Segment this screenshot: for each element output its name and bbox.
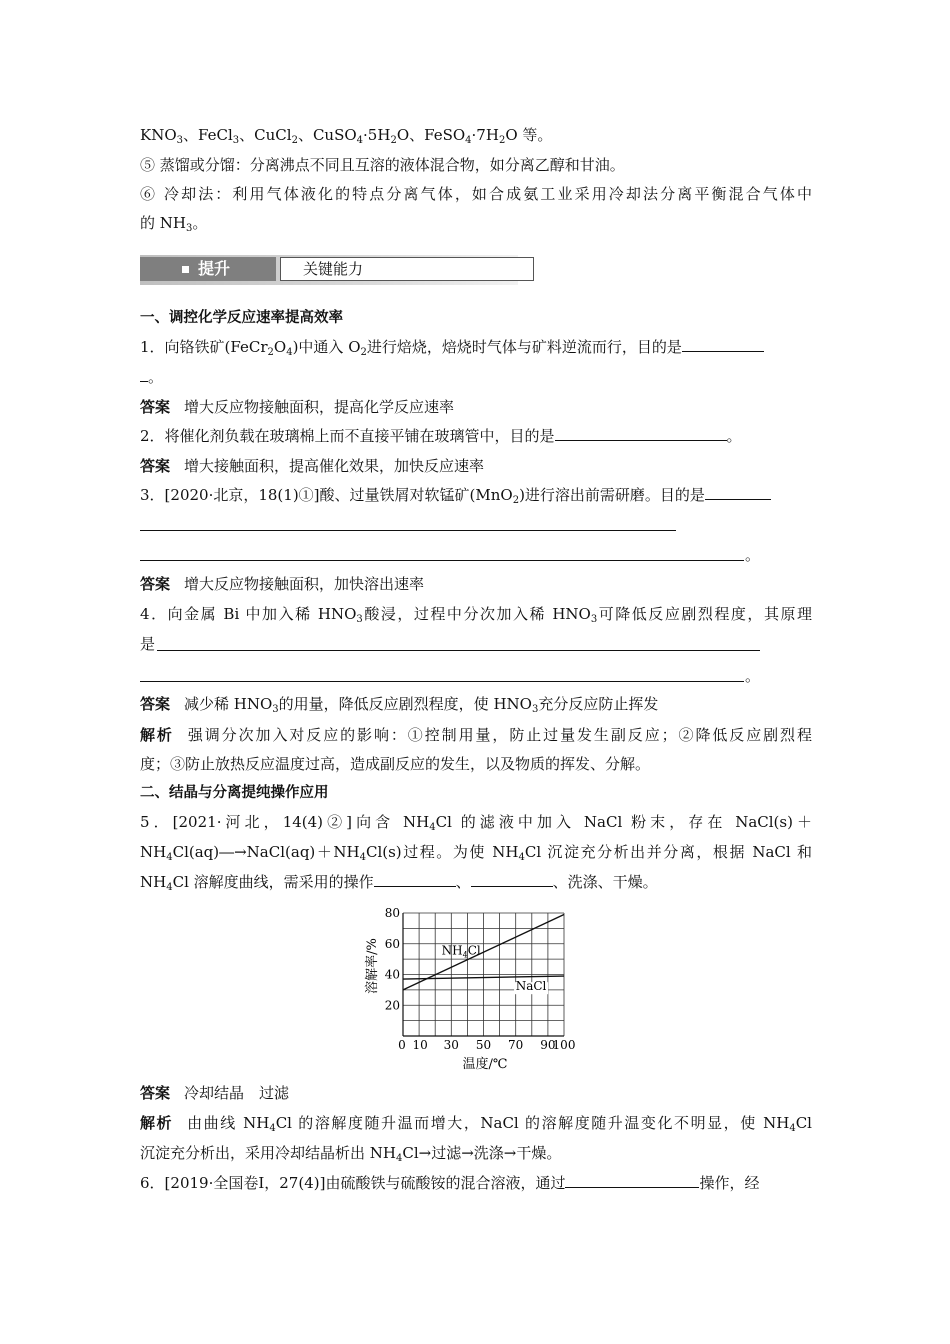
- y-tick-label: 40: [384, 967, 400, 982]
- answer-blank-line[interactable]: [140, 681, 744, 682]
- chart-xlabel: 温度/℃: [462, 1057, 508, 1072]
- y-tick-label: 60: [384, 936, 400, 951]
- x-tick-label: 100: [552, 1038, 576, 1052]
- answer-blank-line[interactable]: [157, 650, 760, 651]
- question-4-line-2: 是: [140, 635, 156, 653]
- answer-blank-line[interactable]: [140, 560, 744, 561]
- answer-blank[interactable]: [682, 337, 764, 352]
- solubility-chart: [360, 898, 600, 1076]
- chart-ylabel: 溶解率/%: [365, 938, 380, 994]
- answer-5: 答案 冷却结晶 过滤: [140, 1084, 290, 1102]
- x-tick-label: 90: [540, 1038, 556, 1052]
- x-tick-label: 0: [398, 1038, 406, 1052]
- x-tick-label: 50: [475, 1038, 492, 1052]
- y-tick-label: 20: [384, 998, 400, 1013]
- answer-1: 答案 增大反应物接触面积，提高化学反应速率: [140, 398, 455, 416]
- answer-blank[interactable]: [555, 426, 727, 441]
- intro-item-5: ⑤ 蒸馏或分馏：分离沸点不同且互溶的液体混合物，如分离乙醇和甘油。: [140, 156, 625, 174]
- question-5-line-1: 5．[2021·河北，14(4)②]向含 $NH_4Cl$ 的滤液中加入 NaCl 粉末，存在 NaCl(s)＋: [140, 813, 813, 833]
- answer-4: 答案 减少稀 $HNO_3$的用量，降低反应剧烈程度，使 $HNO_3$充分反应防止挥发: [140, 695, 659, 715]
- question-3-line-1: 3．[2020·北京，18(1)①]酸、过量铁屑对软锰矿(MnO$_2$)进行溶出前需研磨。目的是: [140, 485, 812, 505]
- question-6-line-1: 6．[2019·全国卷Ⅰ，27(4)]由硫酸铁与硫酸铵的混合溶液，通过 操作，经: [140, 1174, 760, 1192]
- answer-blank-line[interactable]: [140, 530, 676, 531]
- x-tick-label: 10: [412, 1038, 428, 1052]
- x-tick-label: 70: [508, 1038, 524, 1052]
- chart-grid: [403, 913, 564, 1036]
- intro-line-1: $KNO_3$、FeCl$_3$、CuCl$_2$、$CuSO_4\cdot 5H_2O$、$FeSO_4\cdot 7H_2O$ 等。: [140, 126, 553, 146]
- question-2: 2．将催化剂负载在玻璃棉上而不直接平铺在玻璃管中，目的是 。: [140, 427, 742, 445]
- answer-blank[interactable]: [471, 872, 553, 887]
- question-5-line-3: $NH_4Cl$ 溶解度曲线，需采用的操作 、 、洗涤、干燥。: [140, 873, 658, 893]
- section-2-title: 二、结晶与分离提纯操作应用: [140, 785, 329, 801]
- series-label-nh4cl: $NH_4Cl$: [441, 943, 481, 960]
- x-tick-label: 30: [443, 1038, 459, 1052]
- question-4-line-1: 4．向金属 Bi 中加入稀 $HNO_3$酸浸，过程中分次加入稀 $HNO_3$可降低反应剧烈程度，其原理: [140, 605, 812, 625]
- section-banner: [140, 255, 518, 285]
- analysis-5-line-1: 解析 由曲线 $NH_4Cl$ 的溶解度随升温而增大，NaCl 的溶解度随升温变化不明显，使 $NH_4Cl$: [140, 1114, 812, 1134]
- analysis-4-line-1: 解析 强调分次加入对反应的影响：①控制用量，防止过量发生副反应；②降低反应剧烈程: [140, 726, 812, 744]
- answer-blank[interactable]: [140, 367, 148, 382]
- intro-item-6-line-1: ⑥ 冷却法：利用气体液化的特点分离气体，如合成氨工业采用冷却法分离平衡混合气体中: [140, 185, 812, 203]
- answer-blank[interactable]: [705, 485, 771, 500]
- answer-2: 答案 增大接触面积，提高催化效果，加快反应速率: [140, 457, 485, 475]
- analysis-4-line-2: 度；③防止放热反应温度过高，造成副反应的发生，以及物质的挥发、分解。: [140, 755, 651, 773]
- question-5-line-2: $NH_4Cl(aq)―\to NaCl(aq)+NH_4Cl(s)$过程。为使 $NH_4Cl$ 沉淀充分析出并分离，根据 NaCl 和: [140, 843, 812, 863]
- answer-3: 答案 增大反应物接触面积，加快溶出速率: [140, 575, 425, 593]
- answer-blank[interactable]: [565, 1173, 699, 1188]
- question-1-line-2: 。: [140, 367, 812, 387]
- analysis-5-line-2: 沉淀充分析出，采用冷却结晶析出 $NH_4Cl\to$过滤→洗涤→干燥。: [140, 1144, 562, 1164]
- banner-label-key-ability: 关键能力: [280, 257, 534, 281]
- answer-blank[interactable]: [374, 872, 456, 887]
- y-tick-label: 80: [384, 906, 400, 920]
- question-4-end: 。: [745, 667, 761, 685]
- question-1-line-1: 1．向铬铁矿$(FeCr_2O_4)$中通入 $O_2$进行焙烧，焙烧时气体与矿料逆流而行，目的是: [140, 337, 812, 357]
- series-label-nacl: NaCl: [515, 978, 547, 993]
- square-bullet-icon: [182, 266, 189, 273]
- intro-item-6-line-2: 的 $NH_3$。: [140, 214, 208, 234]
- banner-label-tisheng: 提升: [140, 257, 276, 281]
- question-3-end: 。: [745, 546, 761, 564]
- section-1-title: 一、调控化学反应速率提高效率: [140, 310, 343, 326]
